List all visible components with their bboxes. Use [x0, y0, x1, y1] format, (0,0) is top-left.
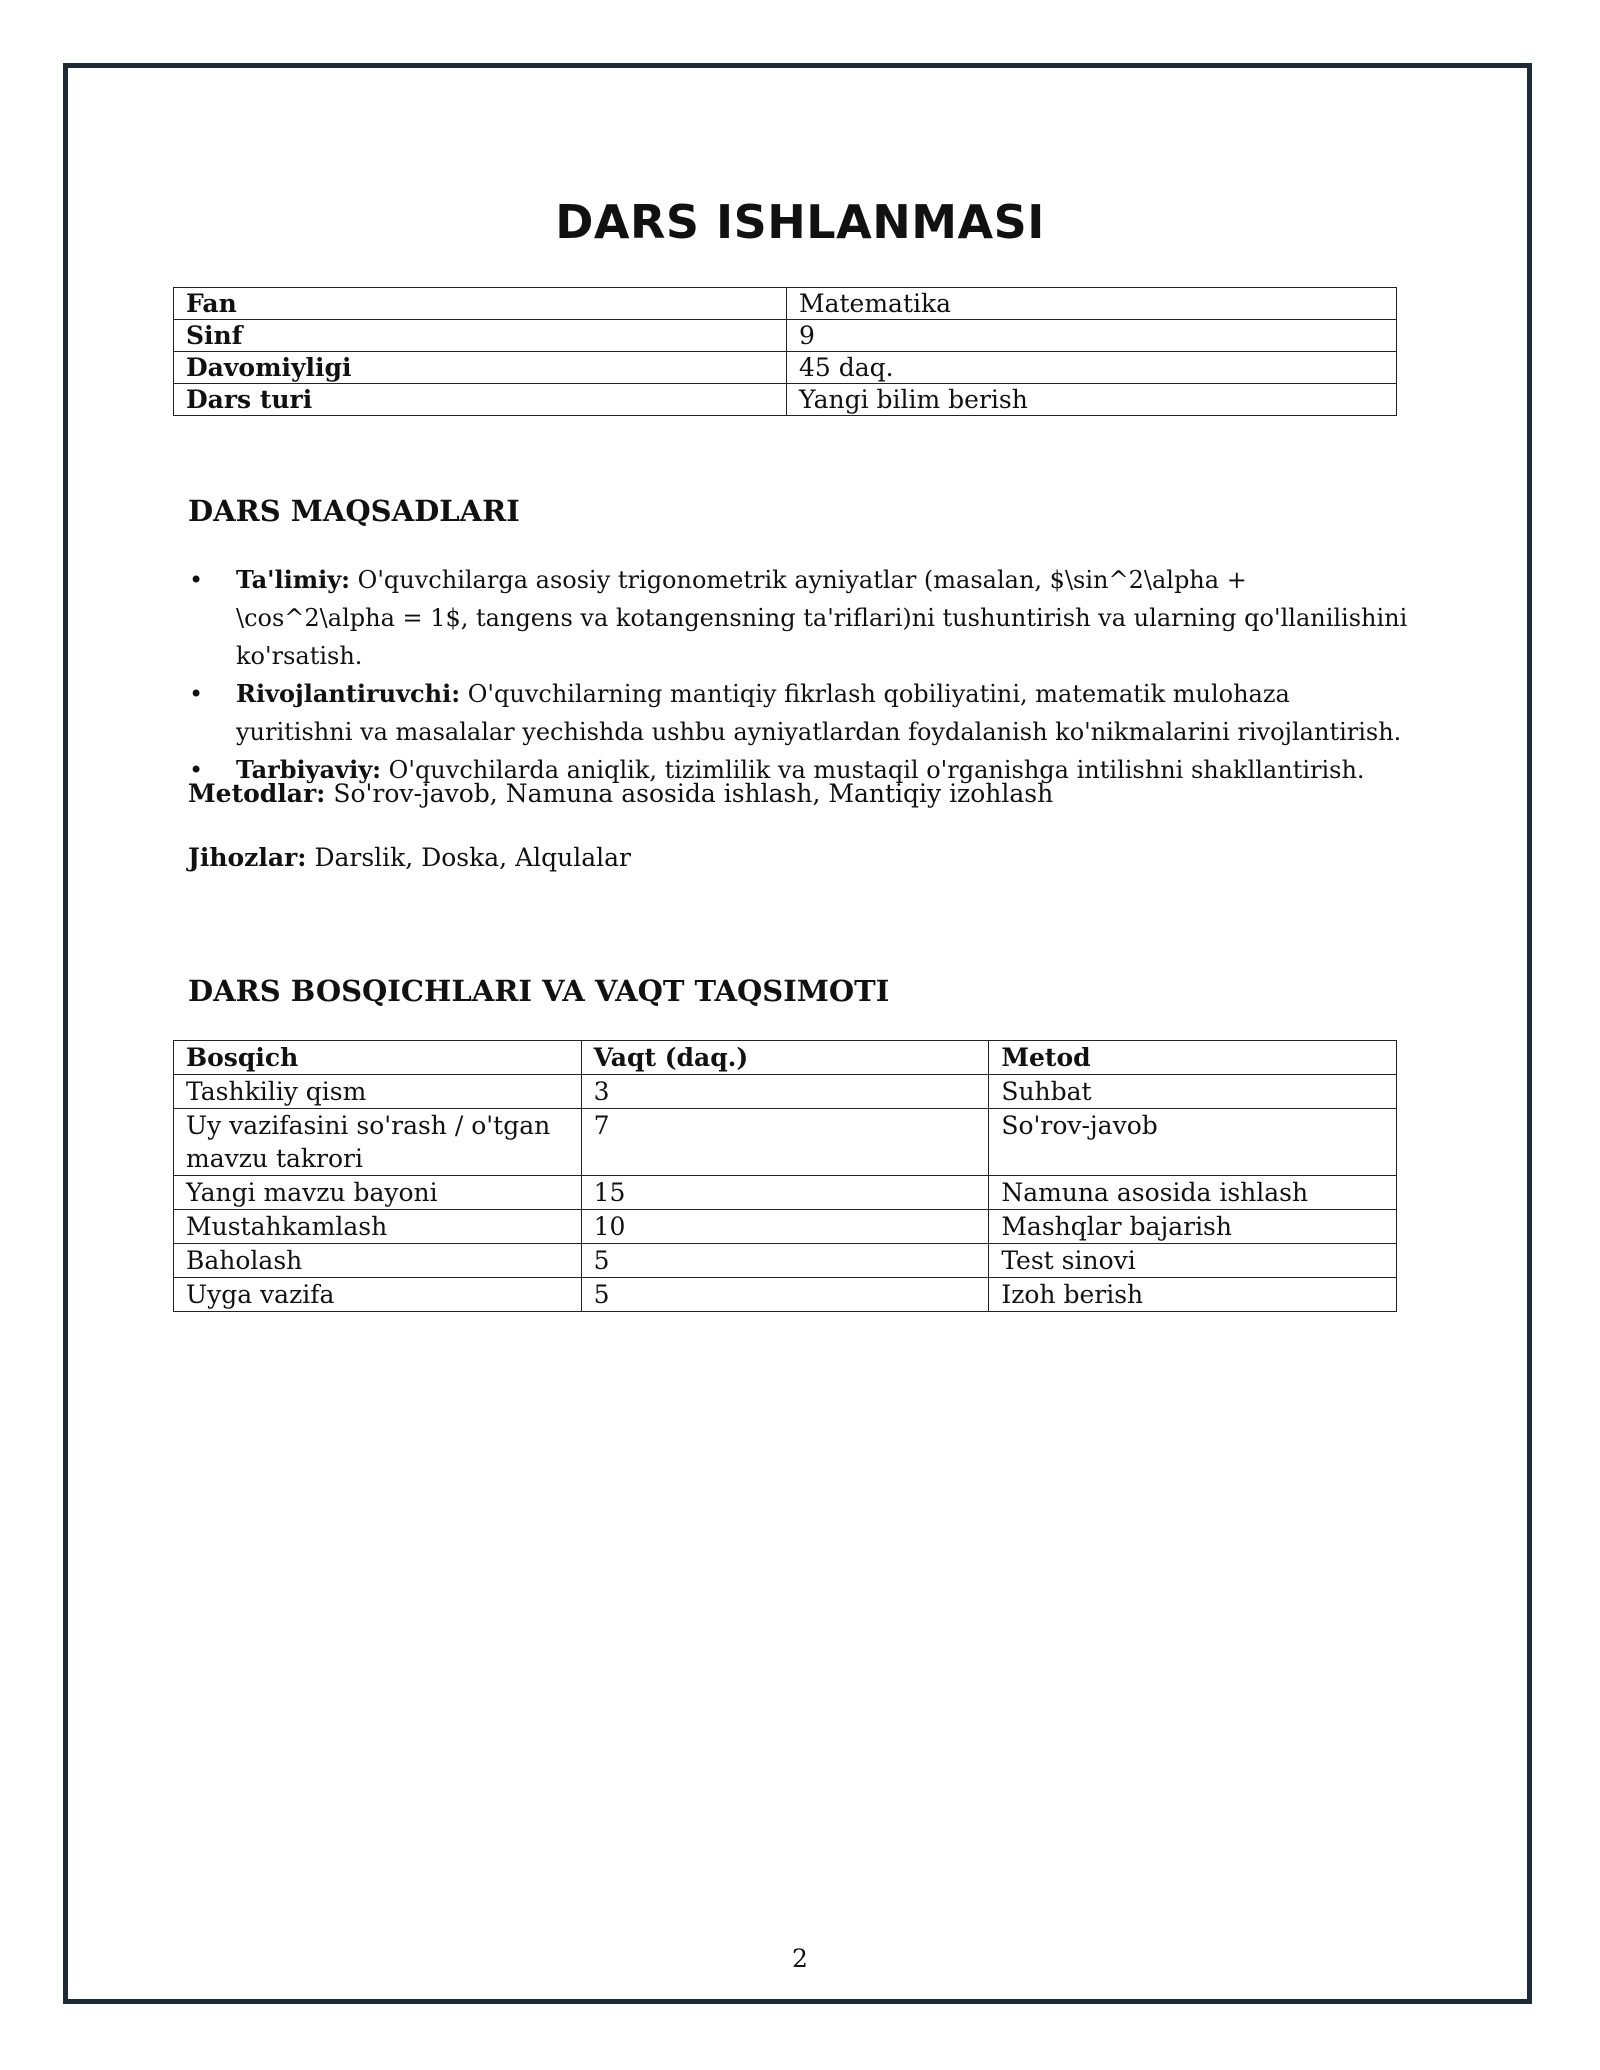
info-value: Yangi bilim berish — [787, 384, 1397, 416]
methods-line — [188, 776, 1053, 812]
methods-label: Metodlar: — [188, 779, 326, 808]
method-cell: Namuna asosida ishlash — [989, 1176, 1397, 1210]
time-cell: 5 — [581, 1278, 989, 1312]
table-row — [174, 1176, 1397, 1210]
table-row — [174, 1278, 1397, 1312]
equipment-value: Darslik, Doska, Alqulalar — [314, 843, 631, 872]
info-value: Matematika — [787, 288, 1397, 320]
time-cell: 3 — [581, 1075, 989, 1109]
objective-item-educational — [188, 561, 1413, 675]
objective-label: Tarbiyaviy: — [236, 755, 382, 784]
time-cell: 7 — [581, 1109, 989, 1176]
page-number: 2 — [792, 1944, 808, 1973]
objective-item-developmental — [188, 675, 1413, 751]
time-cell: 5 — [581, 1244, 989, 1278]
table-row — [174, 1210, 1397, 1244]
stage-cell: Baholash — [174, 1244, 582, 1278]
stages-heading: DARS BOSQICHLARI VA VAQT TAQSIMOTI — [188, 974, 890, 1008]
method-cell: Suhbat — [989, 1075, 1397, 1109]
stage-cell: Tashkiliy qism — [174, 1075, 582, 1109]
info-value: 45 daq. — [787, 352, 1397, 384]
objective-text: O'quvchilarda aniqlik, tizimlilik va mustaqil o'rganishga intilishni shakllantirish. — [388, 756, 1365, 784]
time-cell: 15 — [581, 1176, 989, 1210]
info-label: Dars turi — [174, 384, 787, 416]
stage-cell: Uy vazifasini so'rash / o'tgan mavzu takrori — [174, 1109, 582, 1176]
bullet-icon: • — [189, 566, 204, 594]
info-value: 9 — [787, 320, 1397, 352]
info-label: Davomiyligi — [174, 352, 787, 384]
info-row-lesson-type — [174, 384, 1397, 416]
table-row — [174, 1075, 1397, 1109]
info-label: Sinf — [174, 320, 787, 352]
column-header-stage: Bosqich — [174, 1041, 582, 1075]
stage-cell: Yangi mavzu bayoni — [174, 1176, 582, 1210]
column-header-time: Vaqt (daq.) — [581, 1041, 989, 1075]
table-row — [174, 1244, 1397, 1278]
lesson-stages-table — [173, 1040, 1397, 1312]
objective-text: O'quvchilarga asosiy trigonometrik ayniyatlar (masalan, $\sin^2\alpha + \cos^2\alpha = 1$, tangens va kotangensning ta'riflari)ni tushuntirish va ularning qo'llanilishini ko'rsatish. — [236, 566, 1408, 670]
method-cell: Mashqlar bajarish — [989, 1210, 1397, 1244]
table-row — [174, 1109, 1397, 1176]
info-row-grade — [174, 320, 1397, 352]
method-cell: Test sinovi — [989, 1244, 1397, 1278]
objective-text: O'quvchilarning mantiqiy fikrlash qobiliyatini, matematik mulohaza yuritishni va masalalar yechishda ushbu ayniyatlardan foydalanish ko'nikmalarini rivojlantirish. — [236, 680, 1402, 746]
lesson-info-table — [173, 287, 1397, 416]
stage-cell: Mustahkamlash — [174, 1210, 582, 1244]
method-cell: Izoh berish — [989, 1278, 1397, 1312]
column-header-method: Metod — [989, 1041, 1397, 1075]
table-header-row — [174, 1041, 1397, 1075]
bullet-icon: • — [189, 756, 204, 784]
method-cell: So'rov-javob — [989, 1109, 1397, 1176]
objective-label: Ta'limiy: — [236, 565, 351, 594]
objectives-heading: DARS MAQSADLARI — [188, 494, 520, 528]
info-label: Fan — [174, 288, 787, 320]
equipment-label: Jihozlar: — [188, 843, 307, 872]
info-row-duration — [174, 352, 1397, 384]
info-row-subject — [174, 288, 1397, 320]
time-cell: 10 — [581, 1210, 989, 1244]
document-title: DARS ISHLANMASI — [555, 195, 1045, 249]
stage-cell: Uyga vazifa — [174, 1278, 582, 1312]
objective-label: Rivojlantiruvchi: — [236, 679, 461, 708]
bullet-icon: • — [189, 680, 204, 708]
objectives-list — [188, 561, 1413, 789]
equipment-line — [188, 840, 631, 876]
methods-value: So'rov-javob, Namuna asosida ishlash, Mantiqiy izohlash — [333, 779, 1054, 808]
